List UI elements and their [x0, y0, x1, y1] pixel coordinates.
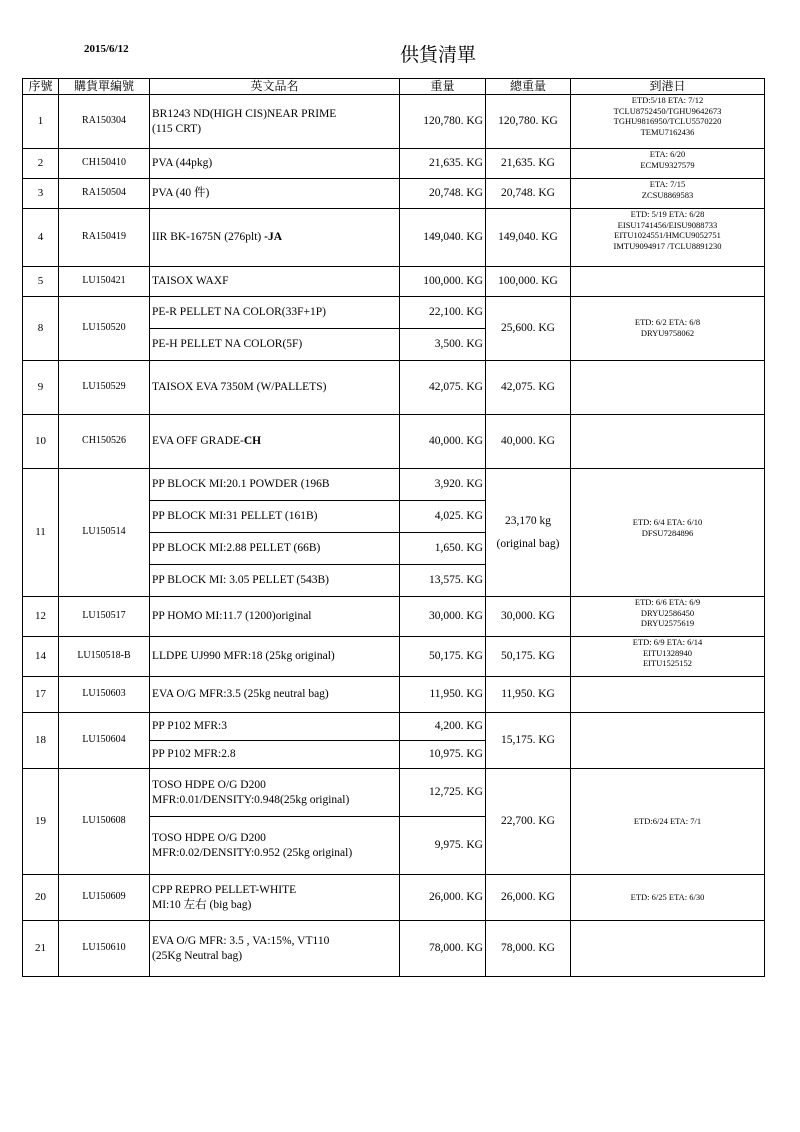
weight-cell: 42,075. KG [400, 361, 486, 415]
total-weight-cell: 30,000. KG [486, 597, 571, 637]
table-row [23, 469, 765, 501]
weight-cell: 100,000. KG [400, 267, 486, 297]
total-weight-cell: 149,040. KG [486, 209, 571, 267]
arrival-cell: ETD:6/24 ETA: 7/1 [571, 769, 765, 875]
po-cell: LU150517 [59, 597, 150, 637]
seq-cell: 18 [23, 713, 59, 769]
table-row [23, 415, 765, 469]
product-name-cell: TOSO HDPE O/G D200 MFR:0.01/DENSITY:0.948(25kg original) [150, 769, 400, 817]
table-row [23, 361, 765, 415]
header-weight: 重量 [400, 79, 486, 95]
seq-cell: 3 [23, 179, 59, 209]
product-name-text: IIR BK-1675N (276plt) [152, 231, 265, 244]
product-name-cell: CPP REPRO PELLET-WHITE MI:10 左右 (big bag) [150, 875, 400, 921]
po-cell: LU150529 [59, 361, 150, 415]
header-product-name: 英文品名 [150, 79, 400, 95]
arrival-cell [571, 267, 765, 297]
po-cell: LU150518-B [59, 637, 150, 677]
weight-cell: 12,725. KG [400, 769, 486, 817]
product-name-suffix: -JA [264, 231, 283, 244]
seq-cell: 10 [23, 415, 59, 469]
weight-cell: 78,000. KG [400, 921, 486, 977]
po-cell: CH150526 [59, 415, 150, 469]
weight-cell: 40,000. KG [400, 415, 486, 469]
po-cell: LU150603 [59, 677, 150, 713]
arrival-cell: ETD: 5/19 ETA: 6/28 EISU1741456/EISU9088733 EITU1024551/HMCU9052751 IMTU9094917 /TCLU8891230 [571, 209, 765, 267]
product-name-cell: TOSO HDPE O/G D200 MFR:0.02/DENSITY:0.952 (25kg original) [150, 817, 400, 875]
product-name-text: EVA OFF GRADE- [152, 435, 244, 448]
product-name-cell: BR1243 ND(HIGH CIS)NEAR PRIME (115 CRT) [150, 95, 400, 149]
seq-cell: 14 [23, 637, 59, 677]
table-row [23, 267, 765, 297]
product-name-cell: PE-H PELLET NA COLOR(5F) [150, 329, 400, 361]
arrival-cell: ETD: 6/2 ETA: 6/8 DRYU9758062 [571, 297, 765, 361]
weight-cell: 1,650. KG [400, 533, 486, 565]
po-cell: LU150604 [59, 713, 150, 769]
table-row [23, 875, 765, 921]
product-name-cell: TAISOX EVA 7350M (W/PALLETS) [150, 361, 400, 415]
weight-cell: 9,975. KG [400, 817, 486, 875]
weight-cell: 120,780. KG [400, 95, 486, 149]
document-date: 2015/6/12 [84, 43, 129, 55]
table-row [23, 95, 765, 149]
weight-cell: 26,000. KG [400, 875, 486, 921]
product-name-cell: TAISOX WAXF [150, 267, 400, 297]
po-cell: RA150504 [59, 179, 150, 209]
total-weight-cell: 25,600. KG [486, 297, 571, 361]
weight-cell: 10,975. KG [400, 741, 486, 769]
product-name-cell: LLDPE UJ990 MFR:18 (25kg original) [150, 637, 400, 677]
seq-cell: 8 [23, 297, 59, 361]
seq-cell: 20 [23, 875, 59, 921]
weight-cell: 22,100. KG [400, 297, 486, 329]
table-row [23, 149, 765, 179]
table-row [23, 713, 765, 741]
header-po-number: 購貨單編號 [59, 79, 150, 95]
total-weight-cell: 22,700. KG [486, 769, 571, 875]
product-name-cell: PP BLOCK MI:31 PELLET (161B) [150, 501, 400, 533]
arrival-cell [571, 713, 765, 769]
arrival-cell: ETD: 6/6 ETA: 6/9 DRYU2586450 DRYU2575619 [571, 597, 765, 637]
arrival-cell: ETD:5/18 ETA: 7/12 TCLU8752450/TGHU9642673 TGHU9816950/TCLU5570220 TEMU7162436 [571, 95, 765, 149]
header-arrival-date: 到港日 [571, 79, 765, 95]
weight-cell: 11,950. KG [400, 677, 486, 713]
weight-cell: 13,575. KG [400, 565, 486, 597]
table-row [23, 677, 765, 713]
product-name-cell: PP BLOCK MI: 3.05 PELLET (543B) [150, 565, 400, 597]
arrival-cell: ETD: 6/4 ETA: 6/10 DFSU7284896 [571, 469, 765, 597]
supply-list-table [22, 78, 765, 977]
product-name-suffix: CH [243, 435, 262, 448]
po-cell: RA150304 [59, 95, 150, 149]
arrival-cell [571, 415, 765, 469]
total-weight-cell: 20,748. KG [486, 179, 571, 209]
total-weight-cell: 26,000. KG [486, 875, 571, 921]
total-weight-cell: 21,635. KG [486, 149, 571, 179]
product-name-cell [150, 209, 400, 267]
arrival-cell: ETD: 6/25 ETA: 6/30 [571, 875, 765, 921]
header-seq: 序號 [23, 79, 59, 95]
seq-cell: 9 [23, 361, 59, 415]
po-cell: LU150608 [59, 769, 150, 875]
weight-cell: 4,200. KG [400, 713, 486, 741]
seq-cell: 5 [23, 267, 59, 297]
weight-cell: 149,040. KG [400, 209, 486, 267]
total-weight-cell [486, 469, 571, 597]
arrival-cell: ETD: 6/9 ETA: 6/14 EITU1328940 EITU1525152 [571, 637, 765, 677]
product-name-cell: PP BLOCK MI:2.88 PELLET (66B) [150, 533, 400, 565]
product-name-cell: EVA O/G MFR: 3.5 , VA:15%, VT110 (25Kg Neutral bag) [150, 921, 400, 977]
total-weight-cell: 40,000. KG [486, 415, 571, 469]
weight-cell: 20,748. KG [400, 179, 486, 209]
seq-cell: 11 [23, 469, 59, 597]
arrival-cell: ETA: 7/15 ZCSU8869583 [571, 179, 765, 209]
seq-cell: 4 [23, 209, 59, 267]
total-weight-cell: 50,175. KG [486, 637, 571, 677]
table-row [23, 921, 765, 977]
table-header-row [23, 79, 765, 95]
product-name-cell: PVA (44pkg) [150, 149, 400, 179]
table-row [23, 637, 765, 677]
total-weight-cell: 15,175. KG [486, 713, 571, 769]
total-weight-cell: 120,780. KG [486, 95, 571, 149]
product-name-cell: PVA (40 件) [150, 179, 400, 209]
product-name-cell: PE-R PELLET NA COLOR(33F+1P) [150, 297, 400, 329]
arrival-cell: ETA: 6/20 ECMU9327579 [571, 149, 765, 179]
seq-cell: 19 [23, 769, 59, 875]
seq-cell: 17 [23, 677, 59, 713]
product-name-cell: EVA O/G MFR:3.5 (25kg neutral bag) [150, 677, 400, 713]
document-title: 供貨清單 [400, 44, 477, 66]
weight-cell: 50,175. KG [400, 637, 486, 677]
total-weight-note: (original bag) [496, 537, 560, 550]
seq-cell: 21 [23, 921, 59, 977]
weight-cell: 21,635. KG [400, 149, 486, 179]
weight-cell: 30,000. KG [400, 597, 486, 637]
total-weight-cell: 11,950. KG [486, 677, 571, 713]
seq-cell: 1 [23, 95, 59, 149]
po-cell: RA150419 [59, 209, 150, 267]
total-weight-cell: 78,000. KG [486, 921, 571, 977]
product-name-cell: PP P102 MFR:2.8 [150, 741, 400, 769]
po-cell: CH150410 [59, 149, 150, 179]
total-weight-value: 23,170 kg [505, 515, 551, 528]
product-name-cell [150, 415, 400, 469]
seq-cell: 2 [23, 149, 59, 179]
po-cell: LU150514 [59, 469, 150, 597]
arrival-cell [571, 361, 765, 415]
po-cell: LU150421 [59, 267, 150, 297]
total-weight-cell: 100,000. KG [486, 267, 571, 297]
table-row [23, 769, 765, 817]
seq-cell: 12 [23, 597, 59, 637]
weight-cell: 3,500. KG [400, 329, 486, 361]
arrival-cell [571, 921, 765, 977]
header-total-weight: 總重量 [486, 79, 571, 95]
table-row [23, 597, 765, 637]
po-cell: LU150609 [59, 875, 150, 921]
table-row [23, 179, 765, 209]
product-name-cell: PP BLOCK MI:20.1 POWDER (196B [150, 469, 400, 501]
table-row [23, 297, 765, 329]
po-cell: LU150610 [59, 921, 150, 977]
total-weight-cell: 42,075. KG [486, 361, 571, 415]
product-name-cell: PP P102 MFR:3 [150, 713, 400, 741]
table-row [23, 209, 765, 267]
weight-cell: 4,025. KG [400, 501, 486, 533]
weight-cell: 3,920. KG [400, 469, 486, 501]
arrival-cell [571, 677, 765, 713]
product-name-cell: PP HOMO MI:11.7 (1200)original [150, 597, 400, 637]
po-cell: LU150520 [59, 297, 150, 361]
